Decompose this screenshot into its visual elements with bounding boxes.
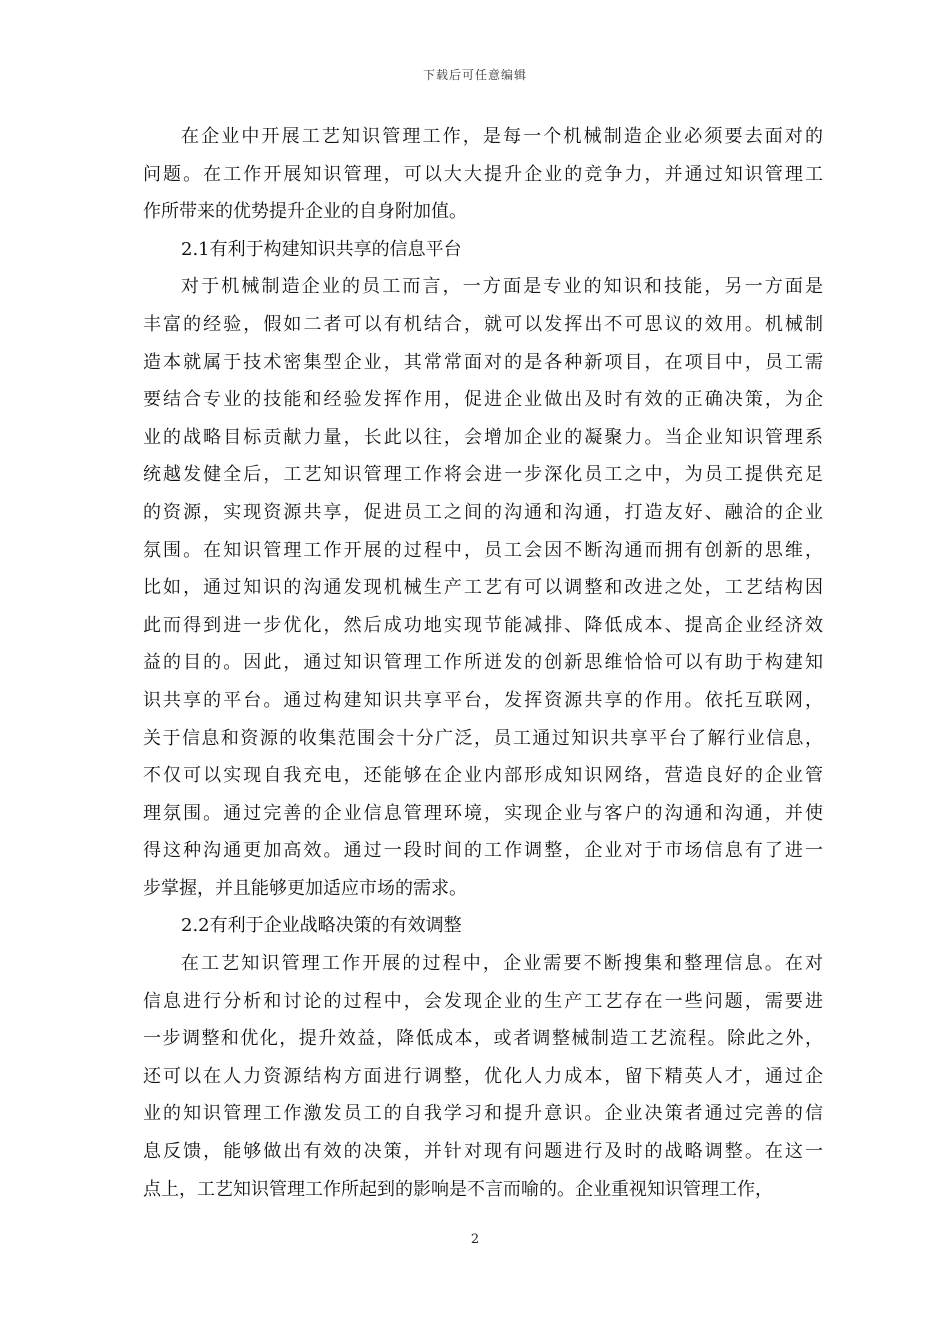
paragraph — [143, 945, 823, 1208]
paragraph — [143, 118, 823, 231]
text-line: 业的战略目标贡献力量，长此以往，会增加企业的凝聚力。当企业知识管理系 — [143, 426, 823, 448]
text-line: 要结合专业的技能和经验发挥作用，促进企业做出及时有效的正确决策，为企 — [143, 389, 823, 411]
section-heading — [143, 231, 823, 269]
text-line: 丰富的经验，假如二者可以有机结合，就可以发挥出不可思议的效用。机械制 — [143, 313, 823, 335]
paragraph — [143, 268, 823, 907]
heading-text: 2.2有利于企业战略决策的有效调整 — [181, 915, 462, 937]
text-line: 益的目的。因此，通过知识管理工作所迸发的创新思维恰恰可以有助于构建知 — [143, 652, 823, 674]
text-line: 在企业中开展工艺知识管理工作，是每一个机械制造企业必须要去面对的 — [181, 126, 823, 147]
page-number: 2 — [470, 1232, 480, 1247]
text-line: 步掌握，并且能够更加适应市场的需求。 — [143, 877, 467, 899]
text-line: 对于机械制造企业的员工而言，一方面是专业的知识和技能，另一方面是 — [181, 276, 823, 298]
text-line: 的资源，实现资源共享，促进员工之间的沟通和沟通，打造友好、融洽的企业 — [143, 501, 823, 523]
text-line: 问题。在工作开展知识管理，可以大大提升企业的竞争力，并通过知识管理工 — [143, 163, 823, 185]
text-line: 信息进行分析和讨论的过程中，会发现企业的生产工艺存在一些问题，需要进 — [143, 990, 823, 1012]
page-header: 下载后可任意编辑 — [422, 68, 527, 82]
text-line: 氛围。在知识管理工作开展的过程中，员工会因不断沟通而拥有创新的思维， — [143, 539, 823, 561]
text-line: 作所带来的优势提升企业的自身附加值。 — [143, 201, 467, 223]
section-heading — [143, 907, 823, 945]
text-line: 一步调整和优化，提升效益，降低成本，或者调整械制造工艺流程。除此之外， — [143, 1028, 823, 1050]
text-line: 比如，通过知识的沟通发现机械生产工艺有可以调整和改进之处，工艺结构因 — [143, 577, 823, 599]
document-body — [143, 118, 823, 1208]
text-line: 统越发健全后，工艺知识管理工作将会进一步深化员工之中，为员工提供充足 — [143, 464, 823, 486]
text-line: 业的知识管理工作激发员工的自我学习和提升意识。企业决策者通过完善的信 — [143, 1103, 823, 1125]
text-line: 点上，工艺知识管理工作所起到的影响是不言而喻的。企业重视知识管理工作， — [143, 1178, 773, 1200]
text-line: 造本就属于技术密集型企业，其常常面对的是各种新项目，在项目中，员工需 — [143, 351, 823, 373]
text-line: 关于信息和资源的收集范围会十分广泛，员工通过知识共享平台了解行业信息， — [143, 727, 823, 749]
heading-text: 2.1有利于构建知识共享的信息平台 — [181, 238, 462, 260]
text-line: 此而得到进一步优化，然后成功地实现节能减排、降低成本、提高企业经济效 — [143, 614, 823, 636]
text-line: 还可以在人力资源结构方面进行调整，优化人力成本，留下精英人才，通过企 — [143, 1065, 823, 1087]
text-line: 理氛围。通过完善的企业信息管理环境，实现企业与客户的沟通和沟通，并使 — [143, 802, 823, 824]
text-line: 不仅可以实现自我充电，还能够在企业内部形成知识网络，营造良好的企业管 — [143, 765, 823, 787]
text-line: 识共享的平台。通过构建知识共享平台，发挥资源共享的作用。依托互联网， — [143, 689, 823, 711]
text-line: 息反馈，能够做出有效的决策，并针对现有问题进行及时的战略调整。在这一 — [143, 1141, 823, 1163]
text-line: 在工艺知识管理工作开展的过程中，企业需要不断搜集和整理信息。在对 — [181, 953, 823, 975]
text-line: 得这种沟通更加高效。通过一段时间的工作调整，企业对于市场信息有了进一 — [143, 840, 823, 862]
